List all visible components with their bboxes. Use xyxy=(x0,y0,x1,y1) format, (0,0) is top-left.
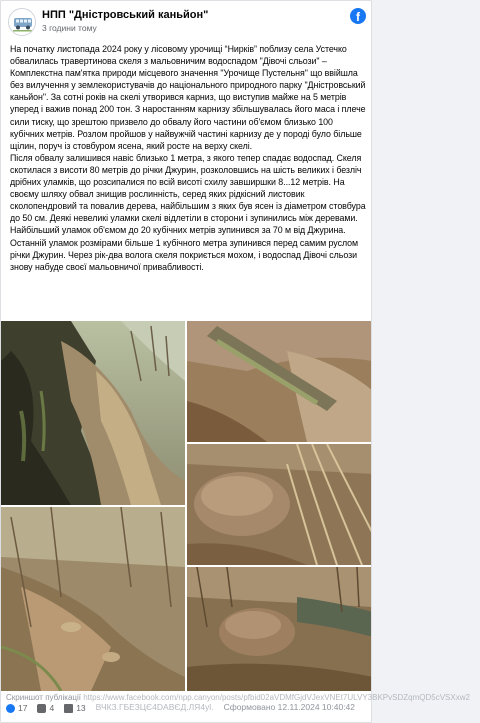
bus-logo-icon[interactable] xyxy=(8,8,36,36)
facebook-icon[interactable]: f xyxy=(350,8,366,24)
boulder-river-photo[interactable] xyxy=(187,567,372,691)
share-icon xyxy=(64,704,73,713)
post-paragraph: Після обвалу залишився навіс близько 1 метра, з якого тепер спадає водоспад. Скеля скотилася з висоти 80 метрів до річки Джурин, розколовшись на шість великих і безліч дрібних уламків, що розсипалися по всій висоті схилу завширшки 8...12 метрів. На своєму шляху обвал знищив рослинність, серед яких рідкісний листовик сколопендровий та повалив дерева, найбільшим з яких був ясен із діаметром стовбура до 50 см. Деякі невеликі уламки скелі відлетіли в сторони і зупинились між деревами. Найбільший уламок об'ємом до 20 кубічних метрів зупинився за 70 м від Джурина. Останній уламок розмірами більше 1 кубічного метра зупинився перед самим руслом річки Джурин. Через рік-два волога скеля покриється мохом, і водоспад Дівочі сльози знову набуде своєї мальовничої привабливості. xyxy=(10,152,366,272)
photo-grid xyxy=(1,321,372,691)
like-count-value: 17 xyxy=(18,703,28,713)
source-url-link[interactable]: https://www.facebook.com/npp.canyon/posts/pfbid02aVDMfGjdVJexVNEt7ULVY3BKPvSDZqmQD5cVSXxw2 xyxy=(83,693,470,702)
like-count[interactable] xyxy=(6,702,27,714)
like-icon xyxy=(6,704,15,713)
post-text xyxy=(10,43,366,273)
reaction-bar xyxy=(6,702,355,714)
share-count[interactable] xyxy=(64,702,85,714)
source-prefix: Скриншот публікації xyxy=(6,693,81,702)
fallen-trunk-photo[interactable] xyxy=(187,321,372,442)
generated-timestamp: Сформовано 12.11.2024 10:40:42 xyxy=(223,702,356,712)
post-header xyxy=(8,8,366,38)
post-paragraph: На початку листопада 2024 року у лісовому урочищі “Нирків” поблизу села Устечко обвалилась травертинова скеля з мальовничим водоспадом "Дівочі сльози" – Комплекстна пам'ятка природи місцевого значення "Урочище Пустельня" що ввійшла без вилучення у землекористувачів до національного природного парку "Дністровський каньйон". За сотні років на скелі утворився карниз, що виступив майже на 5 метрів уперед і важив понад 200 тон. З наростанням карнизу збільшувалась його маса і плече сили тиску, що зрештою призвело до обвалу його частини об'ємом близько 100 кубічних метрів. Розлом пройшов у найвужчій частині карнизу де у породі було більше щілин, поруч із стовбуром ясена, який росте на верху скелі. xyxy=(10,44,366,151)
slope-debris-photo[interactable] xyxy=(1,507,185,691)
comment-count-value: 4 xyxy=(49,703,55,713)
comment-count[interactable] xyxy=(37,702,54,714)
boulder-branches-photo[interactable] xyxy=(187,444,372,565)
source-tail: ВЧКЗ.ГБЕЗЦЄ4DАВЄД.ЛЯ4yl. xyxy=(95,702,214,712)
page-name[interactable]: НПП "Дністровський каньйон" xyxy=(42,9,209,21)
waterfall-rock-photo[interactable] xyxy=(1,321,185,505)
post-timestamp[interactable]: 3 години тому xyxy=(42,23,97,33)
share-count-value: 13 xyxy=(76,703,86,713)
comment-icon xyxy=(37,704,46,713)
